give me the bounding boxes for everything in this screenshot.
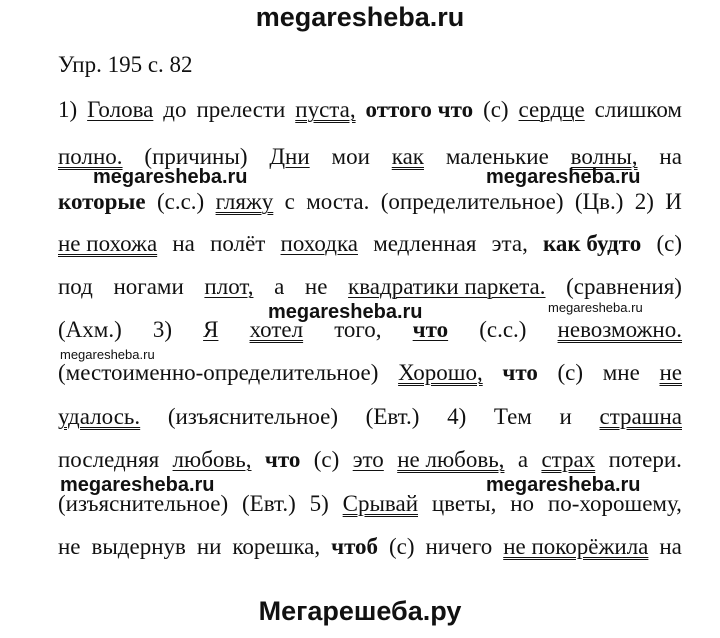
word-predicate: полно.: [58, 144, 123, 169]
text-line-5: [58, 272, 682, 302]
text-line-3: [58, 187, 682, 217]
word-conjunction: как будто: [543, 231, 642, 256]
word: (с): [557, 360, 584, 385]
watermark: megaresheba.ru: [486, 166, 641, 188]
word: (Цв.): [574, 189, 624, 214]
word: а: [517, 447, 529, 472]
word: выдернув: [91, 534, 186, 559]
word: 1): [58, 97, 78, 122]
word: слишком: [594, 97, 682, 122]
word: но: [510, 491, 535, 516]
text-line-9: [58, 445, 682, 475]
word: под: [58, 274, 93, 299]
word: (Ахм.): [58, 317, 122, 342]
word-predicate: невозможно.: [557, 317, 682, 342]
word: полёт: [210, 231, 266, 256]
word: (с.с.): [156, 189, 205, 214]
word-subject: сердце: [518, 97, 585, 122]
word: а: [274, 274, 285, 299]
word-subject: это: [352, 447, 384, 472]
word: корешка,: [232, 534, 321, 559]
text-line-4: [58, 229, 682, 259]
watermark: megaresheba.ru: [548, 300, 643, 315]
word-subject: любовь,: [172, 447, 252, 472]
word: цветы,: [431, 491, 497, 516]
word: моста.: [306, 189, 370, 214]
word-subject: Дни: [269, 144, 310, 169]
word-conjunction: чтоб: [331, 534, 379, 559]
text-line-1: [58, 95, 682, 125]
watermark: megaresheba.ru: [60, 347, 155, 362]
word: на: [659, 534, 682, 559]
word: (с): [656, 231, 682, 256]
word: с: [284, 189, 295, 214]
word-subject: Голова: [87, 97, 154, 122]
word: (причины): [144, 144, 248, 169]
watermark: megaresheba.ru: [486, 474, 641, 496]
word: до: [163, 97, 187, 122]
word: и: [559, 404, 572, 429]
word: 2): [634, 189, 654, 214]
word: по-хорошему,: [547, 491, 682, 516]
word: (сравнения): [566, 274, 682, 299]
word-predicate: Хорошо,: [398, 360, 483, 385]
word-predicate: страх: [541, 447, 596, 472]
word: ни: [196, 534, 222, 559]
word-conjunction: что: [502, 360, 538, 385]
word-predicate: Срывай: [342, 491, 419, 516]
word: 5): [309, 491, 329, 516]
text-line-11: [58, 532, 682, 562]
word: Тем: [493, 404, 532, 429]
word: 3): [152, 317, 172, 342]
word: ногами: [113, 274, 184, 299]
word: маленькие: [445, 144, 549, 169]
watermark: megaresheba.ru: [268, 301, 423, 323]
watermark: megaresheba.ru: [60, 474, 215, 496]
word: (Евт.): [365, 404, 420, 429]
word: медленная: [373, 231, 477, 256]
text-line-7: [58, 358, 682, 388]
word: потери.: [608, 447, 682, 472]
text-line-8: [58, 402, 682, 432]
word: не: [58, 534, 81, 559]
word: (с): [389, 534, 415, 559]
word-subject: Я: [203, 317, 219, 342]
word-predicate: не: [659, 360, 682, 385]
word: прелести: [196, 97, 286, 122]
watermark: megaresheba.ru: [93, 166, 248, 188]
word: эта,: [491, 231, 528, 256]
word-predicate: не любовь,: [397, 447, 505, 472]
word: (с.с.): [479, 317, 527, 342]
word-predicate: не похожа: [58, 231, 158, 256]
word-conjunction: что: [264, 447, 301, 472]
word-subject: квадратики паркета.: [348, 274, 546, 299]
word-predicate: как: [391, 144, 424, 169]
word: (определительное): [380, 189, 564, 214]
word: (изъяснительное): [58, 491, 229, 516]
word: мои: [331, 144, 370, 169]
word-subject: плот,: [204, 274, 254, 299]
word: ничего: [425, 534, 493, 559]
word: того,: [334, 317, 382, 342]
word-subject: походка: [280, 231, 358, 256]
word: (Евт.): [242, 491, 296, 516]
exercise-title: Упр. 195 с. 82: [58, 52, 193, 77]
word: последняя: [58, 447, 160, 472]
word-conjunction: оттого что: [365, 97, 474, 122]
site-footer: Мегарешеба.ру: [258, 596, 462, 626]
word: (с): [483, 97, 509, 122]
word: не: [304, 274, 328, 299]
word-conjunction: что: [412, 317, 449, 342]
word: 4): [447, 404, 467, 429]
word: на: [659, 144, 682, 169]
word: И: [665, 189, 682, 214]
word-predicate: хотел: [249, 317, 304, 342]
word: мне: [602, 360, 640, 385]
word-predicate: удалось.: [58, 404, 141, 429]
word-predicate: волны,: [570, 144, 638, 169]
word-predicate: страшна: [599, 404, 682, 429]
word: (с): [313, 447, 340, 472]
word-conjunction: которые: [58, 189, 146, 214]
word-predicate: не покорёжила: [503, 534, 649, 559]
word-predicate: гляжу: [215, 189, 274, 214]
site-header: megaresheba.ru: [255, 2, 465, 32]
word: (местоименно-определительное): [58, 360, 379, 385]
word-predicate: пуста,: [295, 97, 356, 122]
word: на: [172, 231, 195, 256]
word: (изъяснительное): [167, 404, 338, 429]
